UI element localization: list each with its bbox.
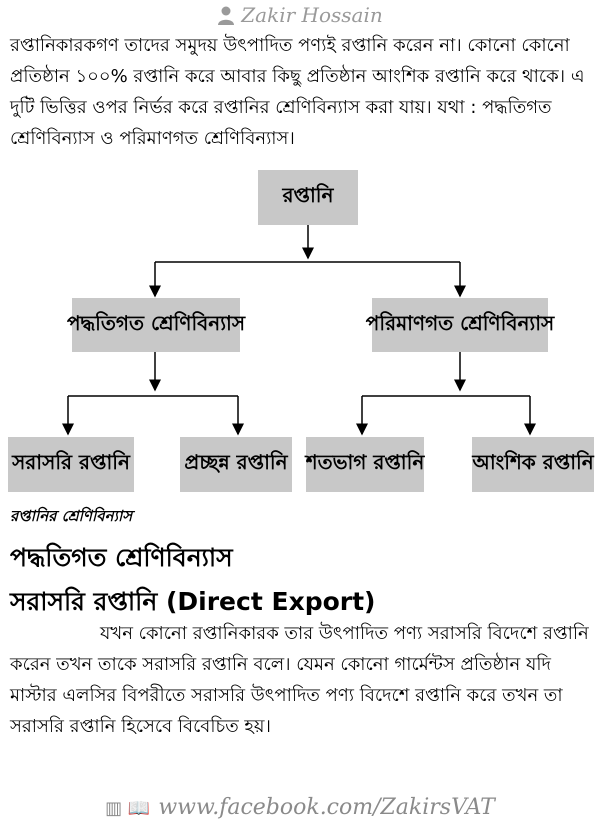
footer	[0, 795, 600, 820]
diagram-leaf-partial-export: আংশিক রপ্তানি	[472, 437, 594, 492]
subheading-bangla: সরাসরি রপ্তানি	[10, 587, 158, 616]
diagram-branch-quantity-box: পরিমাণগত শ্রেণিবিন্যাস	[372, 298, 548, 352]
diagram-caption: রপ্তানির শ্রেণিবিন্যাস	[10, 507, 133, 525]
watermark-author: Zakir Hossain	[241, 3, 383, 27]
open-book-icon: 📖	[127, 798, 151, 819]
diagram-root-box: রপ্তানি	[258, 170, 358, 225]
diagram-leaf-direct-export: সরাসরি রপ্তানি	[8, 437, 134, 492]
subheading-english: (Direct Export)	[165, 587, 376, 616]
section-heading: পদ্ধতিগত শ্রেণিবিন্যাস	[10, 543, 233, 572]
intro-paragraph: রপ্তানিকারকগণ তাদের সমুদয় উৎপাদিত পণ্যই রপ্তানি করেন না। কোনো কোনো প্রতিষ্ঠান ১০০% রপ্তানি করে আবার কিছু প্রতিষ্ঠান আংশিক রপ্তানি করে থাকে। এ দুটি ভিত্তির ওপর নির্ভর করে রপ্তানির শ্রেণিবিন্যাস করা যায়। যথা : পদ্ধতিগত শ্রেণিবিন্যাস ও পরিমাণগত শ্রেণিবিন্যাস।	[10, 35, 585, 149]
body-paragraph	[10, 618, 592, 742]
diagram-branch-method-box: পদ্ধতিগত শ্রেণিবিন্যাস	[72, 298, 240, 352]
footer-url: www.facebook.com/ZakirsVAT	[158, 795, 495, 820]
books-icon: ▥	[105, 798, 123, 819]
diagram-leaf-indirect-export: প্রচ্ছন্ন রপ্তানি	[180, 437, 292, 492]
diagram-leaf-full-export: শতভাগ রপ্তানি	[306, 437, 424, 492]
body-paragraph-text: যখন কোনো রপ্তানিকারক তার উৎপাদিত পণ্য সরাসরি বিদেশে রপ্তানি করেন তখন তাকে সরাসরি রপ্তানি বলে। যেমন কোনো গার্মেন্টস প্রতিষ্ঠান যদি মাস্টার এলসির বিপরীতে সরাসরি উৎপাদিত পণ্য বিদেশে রপ্তানি করে তখন তা সরাসরি রপ্তানি হিসেবে বিবেচিত হয়।	[10, 623, 589, 737]
